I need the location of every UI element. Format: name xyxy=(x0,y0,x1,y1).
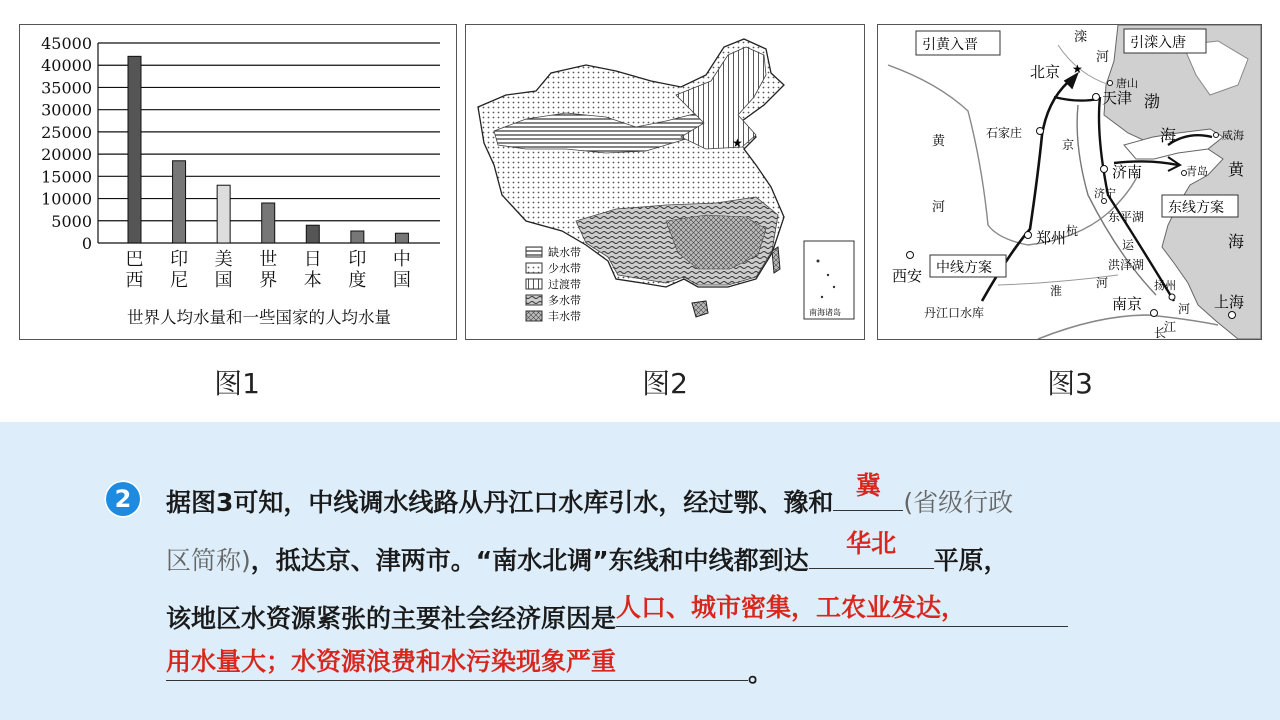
answer-1: 冀 xyxy=(855,471,881,500)
label-yangtze-chang: 长 xyxy=(1154,326,1167,339)
china-water-zone-map xyxy=(466,25,864,339)
question-text-1: 据图3可知，中线调水线路从丹江口水库引水，经过鄂、豫和 xyxy=(166,488,834,517)
label-huai-river: 淮 xyxy=(1050,284,1063,298)
water-diversion-map xyxy=(878,25,1261,339)
legend-shortage: 缺水带 xyxy=(548,246,581,259)
label-huai-he: 河 xyxy=(1178,302,1191,316)
label-dongping-lake: 东平湖 xyxy=(1108,210,1145,224)
bar-chart xyxy=(20,25,456,339)
category-label: 印 xyxy=(170,249,189,270)
bar-3 xyxy=(262,203,275,243)
question-line-2 xyxy=(166,529,1009,577)
figure-1-chart-panel xyxy=(19,24,457,340)
map2-legend xyxy=(526,245,581,323)
bar-6 xyxy=(395,233,408,243)
city-zhengzhou: 郑州 xyxy=(1036,229,1067,247)
label-yellow-river-he: 河 xyxy=(932,200,946,215)
label-hongze-lake: 洪泽湖 xyxy=(1108,258,1145,272)
y-tick-label: 45000 xyxy=(41,34,92,53)
category-label: 尼 xyxy=(170,270,189,291)
label-yellow-sea-hai: 海 xyxy=(1228,232,1245,251)
label-yellow-sea-huang: 黄 xyxy=(1228,160,1245,179)
bar-4 xyxy=(306,225,319,243)
city-xian: 西安 xyxy=(892,267,923,285)
callout-yinhuang: 引黄入晋 xyxy=(922,37,978,53)
figure-3-caption: 图3 xyxy=(1047,367,1093,400)
city-danjiangkou: 丹江口水库 xyxy=(924,306,985,320)
category-label: 界 xyxy=(259,270,278,291)
label-yangtze-jiang: 江 xyxy=(1164,320,1177,334)
answer-3-line-2: 用水量大；水资源浪费和水污染现象严重 xyxy=(166,647,617,676)
category-label: 日 xyxy=(303,249,322,270)
figure-2-caption: 图2 xyxy=(642,367,688,400)
label-yellow-river-huang: 黄 xyxy=(932,134,946,149)
legend-transition: 过渡带 xyxy=(548,278,581,291)
city-shanghai: 上海 xyxy=(1214,293,1245,311)
legend-rich: 丰水带 xyxy=(548,310,581,323)
category-label: 世 xyxy=(259,249,278,270)
chart-title: 世界人均水量和一些国家的人均水量 xyxy=(127,308,391,327)
city-qingdao: 青岛 xyxy=(1186,165,1208,178)
question-hint-2: 区简称) xyxy=(166,546,251,575)
bar-5 xyxy=(351,231,364,243)
question-text-2: ，抵达京、津两市。“南水北调”东线和中线都到达 xyxy=(250,546,809,575)
legend-less: 少水带 xyxy=(548,262,581,275)
inset-label: 南海诸岛 xyxy=(809,308,841,317)
question-text-2-tail: 平原， xyxy=(933,546,1009,575)
question-line-1 xyxy=(166,471,1014,519)
answer-blank-1[interactable] xyxy=(833,471,903,511)
bar-2 xyxy=(217,185,230,243)
category-label: 度 xyxy=(348,270,367,291)
city-jining: 济宁 xyxy=(1094,187,1116,200)
taiwan-island xyxy=(772,247,780,273)
y-tick-label: 30000 xyxy=(41,100,92,120)
category-label: 中 xyxy=(392,249,411,270)
question-text-3: 该地区水资源紧张的主要社会经济原因是 xyxy=(166,604,617,633)
y-tick-label: 35000 xyxy=(41,78,92,98)
category-label: 美 xyxy=(214,249,233,270)
y-tick-label: 0 xyxy=(81,234,92,253)
category-label: 印 xyxy=(348,249,367,270)
question-hint-1: (省级行政 xyxy=(903,488,1014,517)
question-end-punct: 。 xyxy=(748,658,774,687)
y-tick-label: 20000 xyxy=(41,145,92,165)
y-tick-label: 40000 xyxy=(41,56,92,76)
label-canal-he: 河 xyxy=(1096,276,1109,290)
label-luan: 滦 xyxy=(1074,30,1088,45)
city-yangzhou: 扬州 xyxy=(1154,279,1176,292)
bar-1 xyxy=(173,161,186,243)
y-tick-label: 15000 xyxy=(41,167,92,187)
city-tianjin: 天津 xyxy=(1102,89,1133,107)
figure-3-map-panel xyxy=(877,24,1262,340)
callout-middle-route: 中线方案 xyxy=(936,260,992,276)
y-tick-label: 10000 xyxy=(41,189,92,209)
city-tangshan: 唐山 xyxy=(1116,77,1138,90)
question-number-badge: 2 xyxy=(104,480,142,518)
beijing-star-icon: ★ xyxy=(1072,62,1083,76)
category-label: 国 xyxy=(214,270,233,291)
beijing-star-icon: ★ xyxy=(732,136,743,150)
category-label: 巴 xyxy=(125,249,144,270)
bar-0 xyxy=(128,56,141,243)
city-beijing: 北京 xyxy=(1030,63,1061,81)
callout-yinluan: 引滦入唐 xyxy=(1130,35,1186,51)
label-canal-hang: 杭 xyxy=(1066,224,1079,238)
label-bohai-hai: 海 xyxy=(1160,126,1177,145)
answer-2: 华北 xyxy=(846,529,897,558)
legend-more: 多水带 xyxy=(548,294,581,307)
y-tick-label: 5000 xyxy=(51,211,92,231)
callout-east-route: 东线方案 xyxy=(1168,200,1224,216)
answer-blank-3[interactable] xyxy=(616,593,1068,627)
hainan-island xyxy=(692,301,708,317)
label-luan-he: 河 xyxy=(1096,50,1110,65)
figure-1-caption: 图1 xyxy=(214,367,260,400)
city-jinan: 济南 xyxy=(1112,163,1143,181)
question-line-4 xyxy=(166,647,774,689)
answer-blank-4[interactable] xyxy=(166,647,748,681)
category-label: 本 xyxy=(303,270,322,291)
answer-3-line-1: 人口、城市密集，工农业发达， xyxy=(616,593,967,622)
label-canal-jing: 京 xyxy=(1062,138,1075,152)
answer-blank-2[interactable] xyxy=(809,529,934,569)
category-label: 国 xyxy=(392,270,411,291)
city-weihai: 威海 xyxy=(1222,129,1244,142)
label-bohai-bo: 渤 xyxy=(1144,92,1161,111)
figure-2-map-panel xyxy=(465,24,865,340)
city-nanjing: 南京 xyxy=(1112,295,1143,313)
question-line-3 xyxy=(166,593,1068,635)
category-label: 西 xyxy=(125,270,144,291)
y-tick-label: 25000 xyxy=(41,122,92,142)
inset-south-china-sea xyxy=(804,241,854,319)
city-shijiazhuang: 石家庄 xyxy=(986,126,1023,140)
label-canal-yun: 运 xyxy=(1122,238,1135,252)
